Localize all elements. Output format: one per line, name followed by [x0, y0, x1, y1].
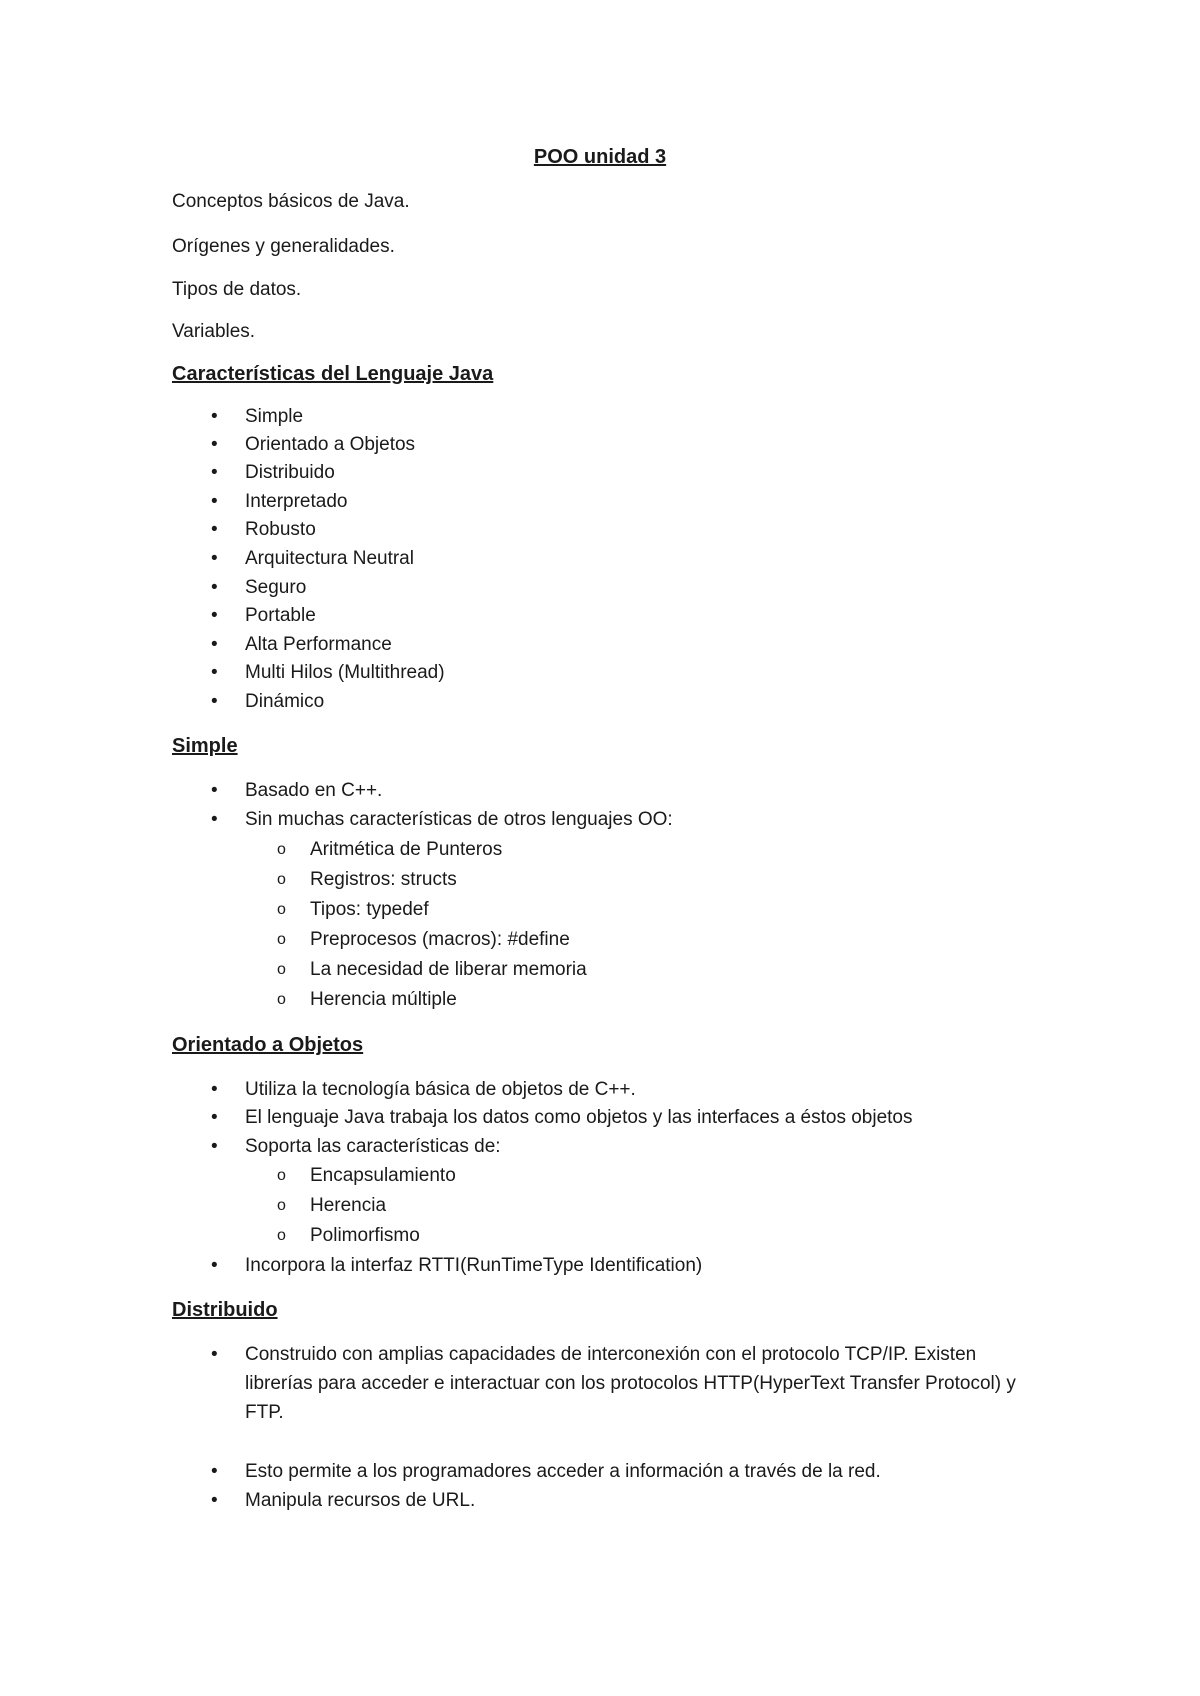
- bullet-icon: •: [211, 519, 218, 540]
- intro-line: Conceptos básicos de Java.: [172, 191, 410, 212]
- list-item: Interpretado: [245, 491, 348, 512]
- list-item: Seguro: [245, 577, 307, 598]
- sub-list-item: Aritmética de Punteros: [310, 839, 503, 860]
- list-item: Incorpora la interfaz RTTI(RunTimeType Identification): [245, 1255, 703, 1276]
- section-heading: Simple: [172, 735, 238, 757]
- bullet-icon: •: [211, 462, 218, 483]
- bullet-icon: •: [211, 1490, 218, 1511]
- list-item: Utiliza la tecnología básica de objetos de C++.: [245, 1079, 636, 1100]
- list-item: Orientado a Objetos: [245, 434, 416, 455]
- sub-list-item: Encapsulamiento: [310, 1165, 456, 1186]
- bullet-icon: •: [211, 1255, 218, 1276]
- section-heading: Características del Lenguaje Java: [172, 363, 494, 385]
- sub-list-item: La necesidad de liberar memoria: [310, 959, 587, 980]
- sub-bullet-icon: o: [277, 961, 286, 978]
- sub-bullet-icon: o: [277, 991, 286, 1008]
- section-heading: Distribuido: [172, 1299, 278, 1321]
- bullet-icon: •: [211, 491, 218, 512]
- list-item: Basado en C++.: [245, 780, 383, 801]
- sub-bullet-icon: o: [277, 871, 286, 888]
- list-item: El lenguaje Java trabaja los datos como objetos y las interfaces a éstos objetos: [245, 1107, 913, 1128]
- sub-list-item: Herencia múltiple: [310, 989, 457, 1010]
- list-item: Arquitectura Neutral: [245, 548, 414, 569]
- bullet-icon: •: [211, 1136, 218, 1157]
- sub-list-item: Herencia: [310, 1195, 387, 1216]
- bullet-icon: •: [211, 691, 218, 712]
- bullet-icon: •: [211, 662, 218, 683]
- bullet-icon: •: [211, 1461, 218, 1482]
- list-item: Dinámico: [245, 691, 325, 712]
- intro-line: Orígenes y generalidades.: [172, 236, 395, 257]
- list-item: Esto permite a los programadores acceder a información a través de la red.: [245, 1461, 881, 1482]
- bullet-icon: •: [211, 1107, 218, 1128]
- bullet-icon: •: [211, 434, 218, 455]
- list-item: Manipula recursos de URL.: [245, 1490, 476, 1511]
- sub-bullet-icon: o: [277, 1167, 286, 1184]
- sub-bullet-icon: o: [277, 901, 286, 918]
- bullet-icon: •: [211, 548, 218, 569]
- bullet-icon: •: [211, 605, 218, 626]
- document-title: POO unidad 3: [533, 146, 667, 168]
- list-item: Alta Performance: [245, 634, 392, 655]
- bullet-icon: •: [211, 1344, 218, 1365]
- sub-bullet-icon: o: [277, 931, 286, 948]
- sub-bullet-icon: o: [277, 1197, 286, 1214]
- list-item: Multi Hilos (Multithread): [245, 662, 445, 683]
- sub-list-item: Polimorfismo: [310, 1225, 420, 1246]
- intro-line: Variables.: [172, 321, 256, 342]
- section-heading: Orientado a Objetos: [172, 1034, 364, 1056]
- sub-bullet-icon: o: [277, 1227, 286, 1244]
- sub-list-item: Registros: structs: [310, 869, 457, 890]
- bullet-icon: •: [211, 634, 218, 655]
- list-item: Portable: [245, 605, 316, 626]
- bullet-icon: •: [211, 577, 218, 598]
- list-item: Soporta las características de:: [245, 1136, 501, 1157]
- bullet-icon: •: [211, 406, 218, 427]
- bullet-icon: •: [211, 780, 218, 801]
- bullet-icon: •: [211, 809, 218, 830]
- list-item: Construido con amplias capacidades de interconexión con el protocolo TCP/IP. Existen librerías para acceder e interactuar con los protocolos HTTP(HyperText Transfer Protocol) y FTP.: [245, 1344, 1016, 1423]
- list-item: Distribuido: [245, 462, 335, 483]
- sub-list-item: Preprocesos (macros): #define: [310, 929, 570, 950]
- bullet-icon: •: [211, 1079, 218, 1100]
- list-item: Robusto: [245, 519, 316, 540]
- intro-line: Tipos de datos.: [172, 279, 302, 300]
- sub-list-item: Tipos: typedef: [310, 899, 429, 920]
- list-item: Simple: [245, 406, 304, 427]
- list-item: Sin muchas características de otros lenguajes OO:: [245, 809, 673, 830]
- sub-bullet-icon: o: [277, 841, 286, 858]
